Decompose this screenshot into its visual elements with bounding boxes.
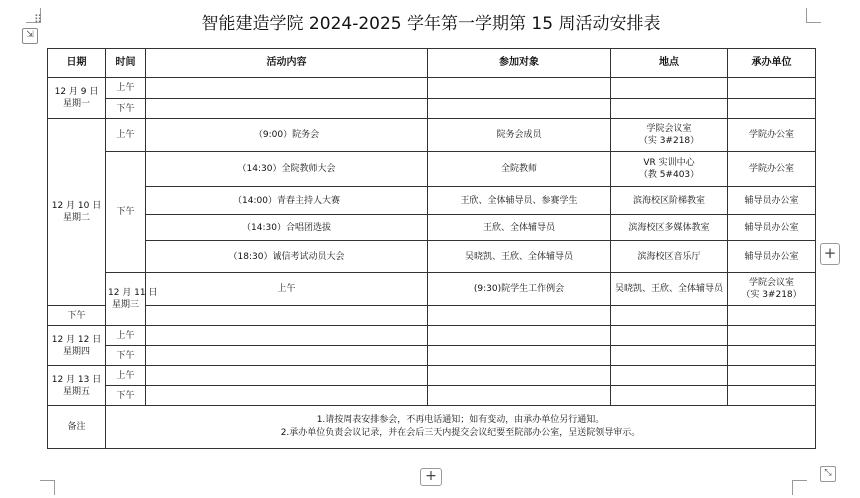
participants-cell[interactable]: 王欣、全体辅导员 bbox=[428, 215, 611, 241]
activity-cell[interactable]: (9:30)院学生工作例会 bbox=[428, 273, 611, 306]
participants-cell[interactable] bbox=[428, 346, 611, 366]
location-text: VR 实训中心 bbox=[643, 158, 695, 168]
notes-cell[interactable] bbox=[106, 406, 816, 449]
location-cell[interactable] bbox=[611, 119, 728, 152]
activity-cell[interactable]: （14:30）合唱团选拔 bbox=[146, 215, 428, 241]
schedule-table bbox=[47, 48, 816, 449]
organizer-cell[interactable] bbox=[728, 78, 816, 99]
activity-cell[interactable]: （14:00）青春主持人大赛 bbox=[146, 187, 428, 215]
location-cell[interactable] bbox=[728, 273, 816, 306]
note-line: 1.请按周表安排参会，不再电话通知；如有变动，由承办单位另行通知。 bbox=[316, 415, 605, 425]
time-cell[interactable]: 下午 bbox=[106, 99, 146, 119]
location-cell[interactable] bbox=[611, 326, 728, 346]
document-title: 智能建造学院 2024-2025 学年第一学期第 15 周活动安排表 bbox=[201, 14, 661, 34]
location-cell[interactable]: 滨海校区多媒体教室 bbox=[611, 215, 728, 241]
location-cell[interactable] bbox=[611, 152, 728, 187]
weekday-text: 星期五 bbox=[62, 386, 90, 397]
date-text: 12 月 13 日 bbox=[51, 374, 102, 385]
location-cell[interactable] bbox=[611, 366, 728, 386]
table-resize-handle-icon[interactable]: ⤡ bbox=[820, 466, 836, 482]
table-move-handle-icon[interactable]: ⠿ bbox=[34, 13, 44, 26]
activity-cell[interactable]: （9:00）院务会 bbox=[146, 119, 428, 152]
table-select-icon[interactable]: ⇲ bbox=[22, 28, 38, 44]
notes-label[interactable]: 备注 bbox=[48, 406, 106, 449]
activity-cell[interactable] bbox=[146, 306, 428, 326]
location-cell[interactable] bbox=[611, 306, 728, 326]
participants-cell[interactable]: 院务会成员 bbox=[428, 119, 611, 152]
organizer-cell[interactable] bbox=[728, 346, 816, 366]
add-row-button[interactable]: + bbox=[420, 468, 442, 486]
date-text: 12 月 10 日 bbox=[51, 201, 102, 211]
activity-cell[interactable]: （14:30）全院教师大会 bbox=[146, 152, 428, 187]
date-text: 12 月 9 日 bbox=[54, 87, 99, 97]
time-cell[interactable]: 下午 bbox=[106, 152, 146, 273]
participants-cell[interactable] bbox=[428, 366, 611, 386]
date-cell[interactable] bbox=[48, 366, 106, 406]
date-text: 12 月 12 日 bbox=[51, 334, 102, 345]
table-row bbox=[48, 215, 816, 241]
organizer-cell[interactable] bbox=[728, 306, 816, 326]
date-cell[interactable] bbox=[48, 78, 106, 119]
date-cell[interactable] bbox=[106, 273, 158, 326]
date-cell[interactable] bbox=[48, 326, 106, 366]
location-cell[interactable] bbox=[611, 78, 728, 99]
activity-cell[interactable] bbox=[146, 99, 428, 119]
location-room-text: （教 5#403） bbox=[638, 170, 700, 180]
activity-cell[interactable] bbox=[146, 386, 428, 406]
time-cell[interactable]: 上午 bbox=[106, 326, 146, 346]
participants-cell[interactable]: 吴晓凯、王欣、全体辅导员 bbox=[428, 241, 611, 273]
note-line: 2.承办单位负责会议记录，并在会后三天内提交会议纪要至院部办公室，呈送院领导审示。 bbox=[280, 428, 641, 438]
participants-cell[interactable]: 王欣、全体辅导员、参赛学生 bbox=[428, 187, 611, 215]
weekday-text: 星期四 bbox=[62, 346, 90, 357]
table-row bbox=[48, 326, 816, 346]
organizer-cell[interactable]: 辅导员办公室 bbox=[728, 215, 816, 241]
notes-row bbox=[48, 406, 816, 449]
location-cell[interactable]: 滨海校区阶梯教室 bbox=[611, 187, 728, 215]
location-cell[interactable]: 滨海校区音乐厅 bbox=[611, 241, 728, 273]
table-row bbox=[48, 241, 816, 273]
date-cell[interactable] bbox=[48, 119, 106, 306]
location-text: 学院会议室 bbox=[646, 124, 692, 134]
table-row bbox=[48, 306, 816, 326]
location-cell[interactable] bbox=[611, 386, 728, 406]
activity-cell[interactable] bbox=[146, 326, 428, 346]
location-cell[interactable] bbox=[611, 346, 728, 366]
table-row bbox=[48, 152, 816, 187]
header-organizer: 承办单位 bbox=[728, 49, 816, 78]
participants-cell[interactable] bbox=[428, 386, 611, 406]
organizer-cell[interactable] bbox=[728, 386, 816, 406]
participants-cell[interactable] bbox=[428, 78, 611, 99]
time-cell[interactable]: 上午 bbox=[106, 119, 146, 152]
table-row bbox=[48, 386, 816, 406]
table-row bbox=[48, 346, 816, 366]
organizer-cell[interactable]: 辅导员办公室 bbox=[728, 241, 816, 273]
organizer-cell[interactable] bbox=[728, 366, 816, 386]
table-header-row bbox=[48, 49, 816, 78]
time-cell[interactable]: 上午 bbox=[146, 273, 428, 306]
weekday-text: 星期一 bbox=[62, 99, 90, 109]
table-row bbox=[48, 78, 816, 99]
time-cell[interactable]: 下午 bbox=[48, 306, 106, 326]
location-room-text: （实 3#218） bbox=[741, 290, 802, 300]
activity-cell[interactable] bbox=[146, 346, 428, 366]
location-cell[interactable] bbox=[611, 99, 728, 119]
location-room-text: （实 3#218） bbox=[638, 136, 700, 146]
organizer-cell[interactable] bbox=[728, 99, 816, 119]
time-cell[interactable]: 上午 bbox=[106, 366, 146, 386]
header-time: 时间 bbox=[106, 49, 146, 78]
date-text: 12 月 11 日 bbox=[108, 288, 158, 298]
table-row bbox=[48, 99, 816, 119]
participants-cell[interactable]: 吴晓凯、王欣、全体辅导员 bbox=[611, 273, 728, 306]
time-cell[interactable]: 上午 bbox=[106, 78, 146, 99]
weekday-text: 星期三 bbox=[111, 300, 139, 310]
location-text: 学院会议室 bbox=[748, 278, 794, 288]
participants-cell[interactable] bbox=[428, 99, 611, 119]
time-cell[interactable]: 下午 bbox=[106, 346, 146, 366]
organizer-cell[interactable]: 辅导员办公室 bbox=[728, 187, 816, 215]
weekday-text: 星期二 bbox=[62, 213, 90, 223]
page-corner-mark bbox=[40, 480, 55, 495]
page-corner-mark bbox=[792, 480, 807, 495]
add-column-button[interactable]: + bbox=[820, 243, 840, 265]
header-activity: 活动内容 bbox=[146, 49, 428, 78]
time-cell[interactable]: 下午 bbox=[106, 386, 146, 406]
activity-cell[interactable] bbox=[146, 78, 428, 99]
organizer-cell[interactable] bbox=[728, 326, 816, 346]
organizer-cell[interactable]: 学院办公室 bbox=[728, 152, 816, 187]
table-row bbox=[48, 187, 816, 215]
activity-cell[interactable]: （18:30）诚信考试动员大会 bbox=[146, 241, 428, 273]
activity-cell[interactable] bbox=[146, 366, 428, 386]
table-row bbox=[48, 273, 816, 306]
header-date: 日期 bbox=[48, 49, 106, 78]
header-location: 地点 bbox=[611, 49, 728, 78]
organizer-cell[interactable]: 学院办公室 bbox=[728, 119, 816, 152]
participants-cell[interactable] bbox=[428, 306, 611, 326]
header-participants: 参加对象 bbox=[428, 49, 611, 78]
table-row bbox=[48, 366, 816, 386]
table-row bbox=[48, 119, 816, 152]
participants-cell[interactable]: 全院教师 bbox=[428, 152, 611, 187]
participants-cell[interactable] bbox=[428, 326, 611, 346]
